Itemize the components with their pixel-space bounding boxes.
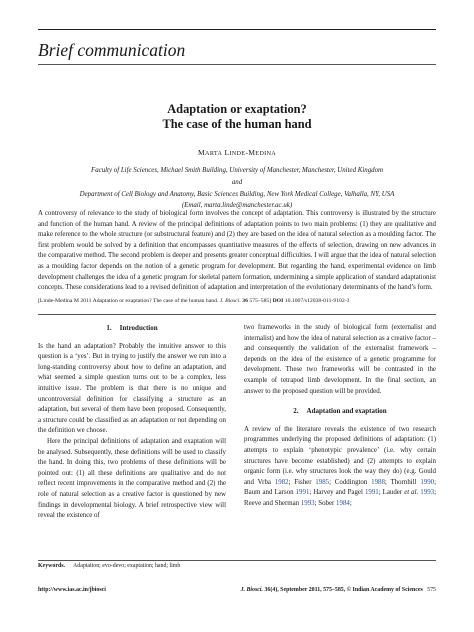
paragraph-text: ; Fisher: [288, 478, 316, 486]
citation-doi-label: DOI: [272, 298, 284, 304]
page-number: 575: [427, 587, 436, 593]
paragraph: Here the principal definitions of adaptation and exaptation will be analysed. Subsequently, these definitions will be used to classify the hand. In doing this, two problems of these definitions will be pointed out: (1) all these definitions are qualitative and do not reflect recent improvements in the comparative method and (2) the role of natural selection as a creative factor is questioned by new findings in developmental biology. A brief retrospective view will reveal the existence of: [38, 437, 226, 520]
paragraph: [244, 425, 436, 510]
section-number: 2.: [293, 407, 299, 416]
title-line-2: The case of the human hand: [162, 117, 312, 131]
journal-url[interactable]: http://www.ias.ac.in/jbiosci: [38, 587, 106, 593]
citation-link[interactable]: 1984: [336, 499, 350, 507]
paragraph-text: ;: [349, 499, 352, 507]
citation-link[interactable]: 1982: [274, 478, 289, 486]
section-heading-adaptation: [244, 406, 436, 417]
citation-link[interactable]: 1991: [364, 489, 379, 497]
citation-link[interactable]: 1990: [420, 478, 435, 486]
citation-link[interactable]: 1993: [300, 499, 315, 507]
author-last-initial: L: [224, 148, 230, 157]
citation-link[interactable]: 1993: [420, 489, 435, 497]
citation-line: [38, 297, 436, 305]
citation-journal: J. Biosci.: [219, 298, 241, 304]
footer-right: [241, 587, 436, 593]
section-title: Adaptation and exaptation: [306, 407, 387, 416]
keywords: [38, 563, 436, 569]
paragraph-text: ; Sober: [314, 499, 337, 507]
paragraph-text: ; Reeve and Sherman: [244, 489, 436, 507]
right-column: [244, 323, 436, 510]
citation-link[interactable]: 1991: [295, 489, 310, 497]
title-line-1: Adaptation or exaptation?: [167, 102, 307, 116]
citation-link[interactable]: 1988: [371, 478, 385, 486]
citation-doi[interactable]: 10.1007/s12038-011-9102-3: [283, 298, 350, 304]
paragraph-text: ; Thornhill: [384, 478, 421, 486]
author-last-rest: INDE: [229, 150, 246, 157]
citation-text: [Linde-Medina M 2011 Adaptation or exaptation? The case of the human hand.: [38, 298, 220, 304]
keywords-text: Adaptation; evo-devo; exaptation; hand; limb: [73, 563, 181, 569]
paragraph: two frameworks in the study of biological form (externalist and internalist) and how the idea of natural selection as a creative factor – and consequently the validation of the externalist framework – depends on the idea of the existence of a genetic programme for development. These two frameworks will be contrasted in the example of tetrapod limb development. In the final section, an answer to the proposed question will be provided.: [244, 324, 436, 395]
author-name: [38, 148, 436, 157]
article-title: [38, 102, 436, 132]
affiliation-1: Faculty of Life Sciences, Michael Smith Building, University of Manchester, Manchester, United Kingdom: [90, 167, 384, 174]
paragraph-text: ; Coddington: [329, 478, 372, 486]
author-initial: M: [197, 148, 206, 157]
paragraph-text: ; Lauder: [378, 489, 405, 497]
citation-link[interactable]: 1985: [315, 478, 330, 486]
paragraph-text: A review of the literature reveals the existence of two research programmes underlying the proposed definitions of adaptation: (1) attempts to explain ‘phenotypic prevalence’ (i.e. why certain structures have become established) and (2) attempts to explain organic form (i.e. why structures look the way they do) (e.g. Gould and Vrba: [244, 425, 436, 486]
keywords-rule: [38, 560, 436, 561]
author-last-tail: -M: [245, 148, 256, 157]
abstract-rule: [38, 314, 436, 315]
paragraph-text: et al.: [404, 489, 419, 497]
page-footer: [38, 587, 436, 593]
header-rule: [38, 64, 436, 65]
author-email[interactable]: (Email, marta.linde@manchester.ac.uk): [181, 202, 293, 210]
citation-volume: 36: [242, 298, 248, 304]
footer-issue: 36(4), September 2011, 575–585, © Indian Academy of Sciences: [263, 587, 423, 593]
paragraph-text: ; Harvey and Pagel: [309, 489, 365, 497]
top-rule: [38, 29, 436, 30]
affiliation-2: Department of Cell Biology and Anatomy, Basic Sciences Building, New York Medical College, Valhalla, NY, USA: [79, 190, 395, 198]
keywords-label: Keywords.: [38, 563, 65, 569]
section-type-label: Brief communication: [38, 40, 186, 60]
footer-journal-name: J. Biosci.: [240, 587, 263, 593]
citation-pages: 575–585]: [247, 298, 273, 304]
left-column: [38, 323, 226, 522]
affiliation-joiner: and: [231, 178, 243, 186]
section-title: Introduction: [119, 324, 158, 332]
author-last-tail-rest: EDINA: [255, 150, 277, 157]
affiliations: [38, 165, 436, 212]
author-first-rest: ARTA: [205, 150, 223, 157]
footer-journal: [241, 587, 423, 593]
paragraph: Is the hand an adaptation? Probably the intuitive answer to this question is a ‘yes’. But in trying to justify the answer we run into a long-standing controversy about how to define an adaptation, and what seemed a simple question turns out to be a complex, less intuitive issue. The problem is that there is no unique and uncontroversial definition for classifying a structure as an adaptation, but several of them have been proposed. Consequently, a structure could be classified as an adaptation or not depending on the definition we choose.: [38, 342, 226, 435]
paragraph-text: ; Baum and Larson: [244, 478, 437, 497]
abstract: A controversy of relevance to the study of biological form involves the concept of adaptation. This controversy is illustrated by the structure and function of the human hand. A review of the principal definitions of adaptation points to two main problems: (1) they are qualitative and make reference to the whole structure (or substructural feature) and (2) they are based on the idea of natural selection as a moulding factor. The first problem would be solved by a definition that encompasses quantitative measures of the effects of selection, drawing on new advances in the comparative method. The second problem is deeper and presents greater conceptual difficulties. I will argue that the idea of natural selection as a moulding factor depends on the notion of a genetic program for development. But regarding the hand, experimental evidence on limb development challenges the idea of a genetic program for skeletal pattern formation, undermining a simple application of standard adaptationist concepts. These considerations lead to a revised definition of adaptation and interpretation of the evolutionary determinants of the hand’s form.: [38, 210, 436, 292]
section-number: 1.: [106, 324, 112, 332]
section-heading-introduction: [38, 323, 226, 334]
